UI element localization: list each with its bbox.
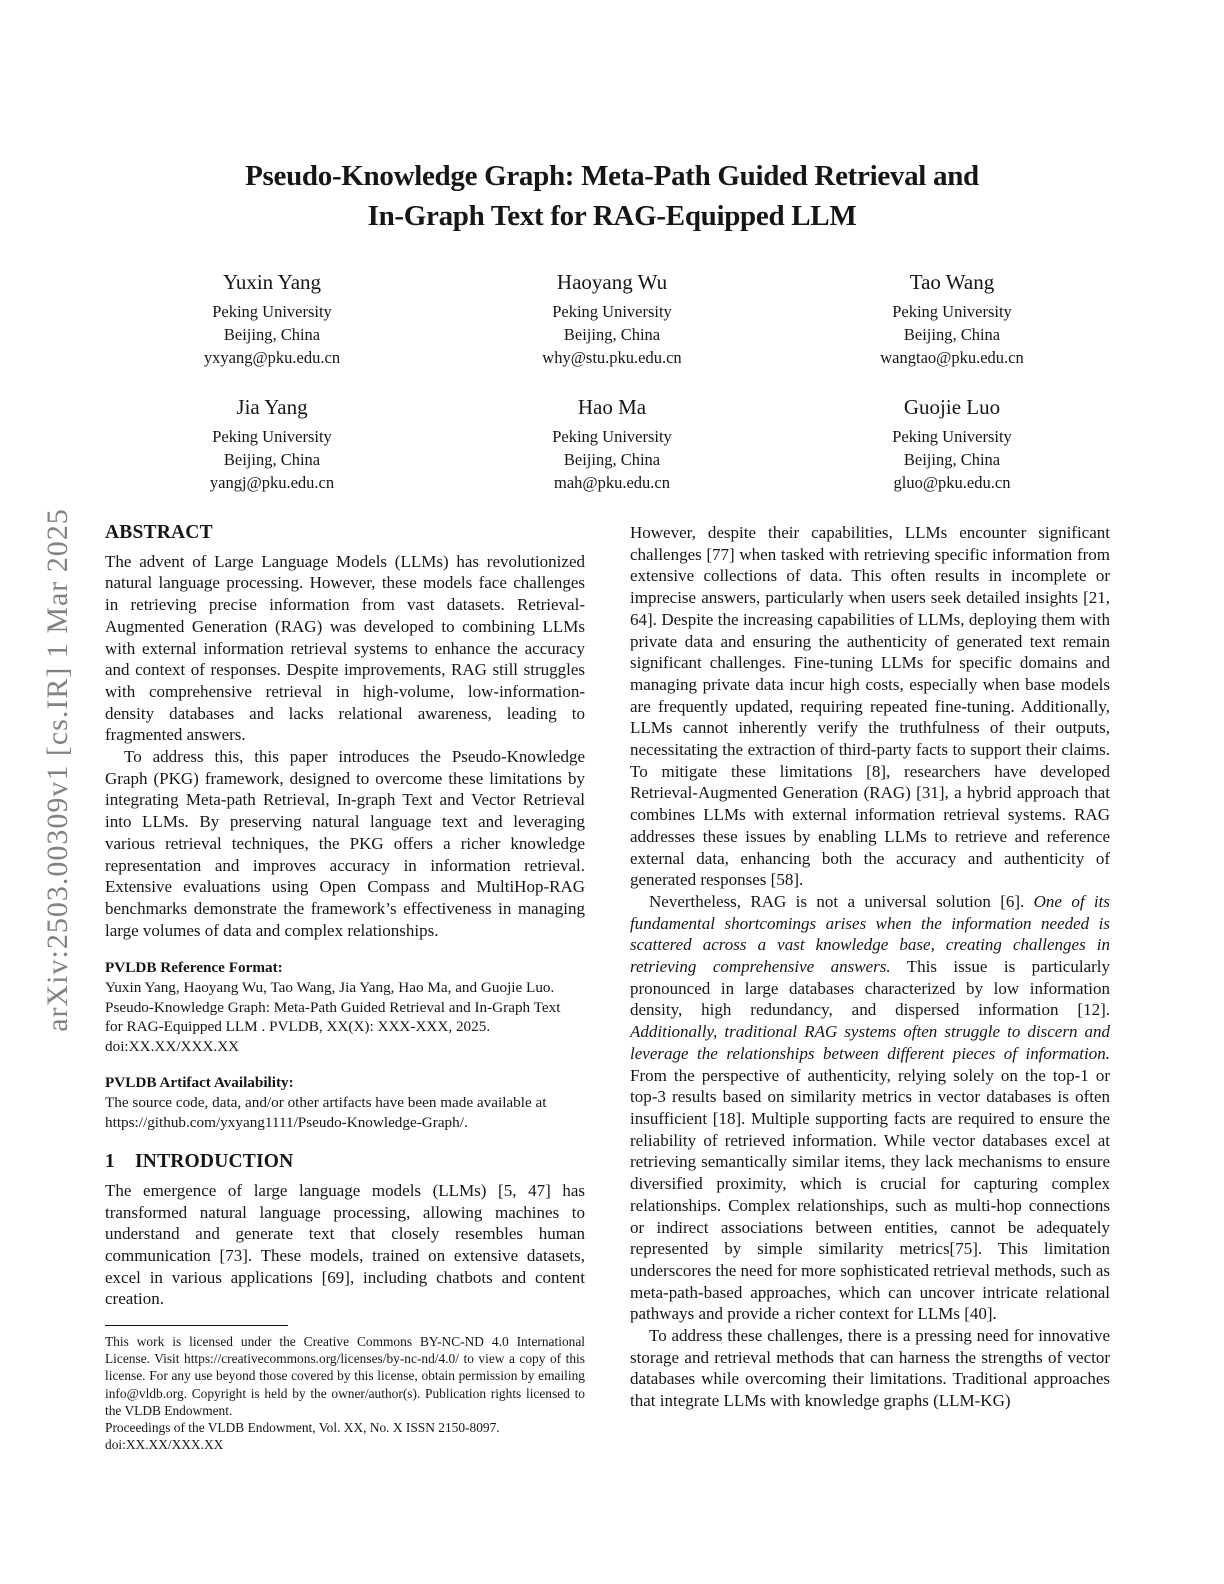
arxiv-watermark: arXiv:2503.00309v1 [cs.IR] 1 Mar 2025 bbox=[41, 508, 74, 1032]
author-email: gluo@pku.edu.cn bbox=[893, 473, 1011, 492]
body-columns bbox=[105, 522, 1110, 1453]
license-footnote bbox=[105, 1325, 585, 1453]
paper-title-line2: In-Graph Text for RAG-Equipped LLM bbox=[367, 200, 857, 232]
author-block bbox=[442, 270, 782, 369]
author-email: yxyang@pku.edu.cn bbox=[203, 348, 341, 367]
author-affiliation: Peking University bbox=[892, 302, 1012, 321]
footnote-license-text: This work is licensed under the Creative Commons BY-NC-ND 4.0 International License. Visit https://creativecommons.org/licenses/by-nc-nd/4.0/ to view a copy of this license. For any use beyond those covered by this license, obtain permission by emailing info@vldb.org. Copyright is held by the owner/author(s). Publication rights licensed to the VLDB Endowment. bbox=[105, 1334, 585, 1418]
author-location: Beijing, China bbox=[903, 450, 1001, 469]
pvldb-reference-line: Pseudo-Knowledge Graph: Meta-Path Guided Retrieval and In-Graph Text bbox=[105, 998, 561, 1016]
author-affiliation: Peking University bbox=[212, 302, 332, 321]
pvldb-reference-line: Yuxin Yang, Haoyang Wu, Tao Wang, Jia Yang, Hao Ma, and Guojie Luo. bbox=[105, 978, 555, 996]
author-affiliation: Peking University bbox=[212, 427, 332, 446]
author-email: wangtao@pku.edu.cn bbox=[880, 348, 1024, 367]
section-title: INTRODUCTION bbox=[135, 1151, 294, 1173]
pvldb-artifact-text: The source code, data, and/or other artifacts have been made available at https://github.com/yxyang1111/Pseudo-Knowledge-Graph/. bbox=[105, 1093, 547, 1131]
author-name: Jia Yang bbox=[236, 395, 308, 419]
author-email: why@stu.pku.edu.cn bbox=[542, 348, 682, 367]
author-name: Haoyang Wu bbox=[556, 270, 668, 294]
abstract-heading: ABSTRACT bbox=[105, 522, 213, 543]
section-number: 1 bbox=[105, 1151, 115, 1173]
author-block bbox=[782, 395, 1122, 494]
author-name: Hao Ma bbox=[577, 395, 647, 419]
right-column bbox=[630, 522, 1110, 1453]
author-location: Beijing, China bbox=[563, 325, 661, 344]
footnote-doi-line: doi:XX.XX/XXX.XX bbox=[105, 1437, 224, 1453]
author-location: Beijing, China bbox=[903, 325, 1001, 344]
pvldb-reference-block bbox=[105, 958, 585, 1056]
author-affiliation: Peking University bbox=[892, 427, 1012, 446]
introduction-paragraph: The emergence of large language models (LLMs) [5, 47] has transformed natural language processing, allowing machines to understand and generate text that closely resembles human communication [73]. These models, trained on extensive datasets, excel in various applications [69], including chatbots and content creation. bbox=[105, 1180, 585, 1309]
author-location: Beijing, China bbox=[223, 450, 321, 469]
author-affiliation: Peking University bbox=[552, 427, 672, 446]
paper-title bbox=[0, 0, 1224, 236]
paper-title-line1: Pseudo-Knowledge Graph: Meta-Path Guided Retrieval and bbox=[245, 160, 979, 192]
pvldb-artifact-block bbox=[105, 1073, 585, 1132]
author-location: Beijing, China bbox=[223, 325, 321, 344]
author-name: Yuxin Yang bbox=[222, 270, 322, 294]
author-block bbox=[102, 395, 442, 494]
artifact-url-link[interactable]: https://github.com/yxyang1111/Pseudo-Knowledge-Graph/. bbox=[105, 1113, 468, 1131]
author-name: Tao Wang bbox=[909, 270, 995, 294]
abstract-paragraph-2: To address this, this paper introduces the Pseudo-Knowledge Graph (PKG) framework, designed to overcome these limitations by integrating Meta-path Retrieval, In-graph Text and Vector Retrieval into LLMs. By preserving natural language text and leveraging various retrieval techniques, the PKG offers a richer knowledge representation and improves accuracy in information retrieval. Extensive evaluations using Open Compass and MultiHop-RAG benchmarks demonstrate the framework’s effectiveness in managing large volumes of data and complex relationships. bbox=[105, 747, 585, 940]
pvldb-reference-line: doi:XX.XX/XXX.XX bbox=[105, 1037, 240, 1055]
authors-grid bbox=[102, 270, 1122, 494]
body-paragraph: However, despite their capabilities, LLMs encounter significant challenges [77] when tasked with retrieving specific information from extensive collections of data. This often results in incomplete or imprecise answers, particularly when users seek detailed insights [21, 64]. Despite the increasing capabilities of LLMs, deploying them with private data and ensuring the authenticity of generated text remain significant challenges. Fine-tuning LLMs for specific domains and managing private data incur high costs, especially when base models are frequently updated, requiring repeated fine-tuning. Additionally, LLMs cannot inherently verify the truthfulness of their outputs, necessitating the extraction of third-party facts to support their claims. To mitigate these limitations [8], researchers have developed Retrieval-Augmented Generation (RAG) [31], a hybrid approach that combines LLMs with external information retrieval systems. RAG addresses these issues by enabling LLMs to retrieve and reference external data, enhancing both the accuracy and authenticity of generated responses [58]. bbox=[630, 523, 1110, 890]
introduction-heading bbox=[105, 1151, 585, 1173]
footnote-rule bbox=[105, 1325, 288, 1326]
author-email: yangj@pku.edu.cn bbox=[209, 473, 335, 492]
footnote-proceedings-line: Proceedings of the VLDB Endowment, Vol. XX, No. X ISSN 2150-8097. bbox=[105, 1420, 500, 1436]
left-column bbox=[105, 522, 585, 1453]
body-paragraph: To address these challenges, there is a pressing need for innovative storage and retrieval methods that can harness the strengths of vector databases while overcoming their limitations. Traditional approaches that integrate LLMs with knowledge graphs (LLM-KG) bbox=[630, 1326, 1110, 1411]
author-block bbox=[782, 270, 1122, 369]
author-affiliation: Peking University bbox=[552, 302, 672, 321]
abstract-paragraph-1: The advent of Large Language Models (LLMs) has revolutionized natural language processing. However, these models face challenges in retrieving precise information from vast datasets. Retrieval-Augmented Generation (RAG) was developed to combining LLMs with external information retrieval systems to enhance the accuracy and context of responses. Despite improvements, RAG still struggles with comprehensive retrieval in high-volume, low-information-density databases and lacks relational awareness, leading to fragmented answers. bbox=[105, 551, 585, 745]
pvldb-reference-line: for RAG-Equipped LLM . PVLDB, XX(X): XXX-XXX, 2025. bbox=[105, 1018, 491, 1036]
author-location: Beijing, China bbox=[563, 450, 661, 469]
body-paragraph: Nevertheless, RAG is not a universal solution [6]. One of its fundamental shortcomings arises when the information needed is scattered across a vast knowledge base, creating challenges in retrieving comprehensive answers. This issue is particularly pronounced in large databases characterized by low information density, high redundancy, and dispersed information [12]. Additionally, traditional RAG systems often struggle to discern and leverage the relationships between different pieces of information. From the perspective of authenticity, relying solely on the top-1 or top-3 results based on similarity metrics in vector databases is often insufficient [18]. Multiple supporting facts are required to ensure the reliability of retrieved information. While vector databases excel at retrieving semantically similar items, they lack mechanisms to ensure diversified proximity, which is crucial for capturing complex relationships. Complex relationships, such as multi-hop connections or indirect associations between entities, cannot be adequately represented by simple similarity metrics[75]. This limitation underscores the need for more sophisticated retrieval methods, such as meta-path-based approaches, which can uncover intricate relational pathways and provide a richer context for LLMs [40]. bbox=[630, 891, 1110, 1324]
pvldb-artifact-heading: PVLDB Artifact Availability: bbox=[105, 1074, 294, 1092]
author-block bbox=[442, 395, 782, 494]
author-name: Guojie Luo bbox=[903, 395, 1001, 419]
author-block bbox=[102, 270, 442, 369]
author-email: mah@pku.edu.cn bbox=[554, 473, 670, 492]
pvldb-reference-heading: PVLDB Reference Format: bbox=[105, 959, 283, 977]
